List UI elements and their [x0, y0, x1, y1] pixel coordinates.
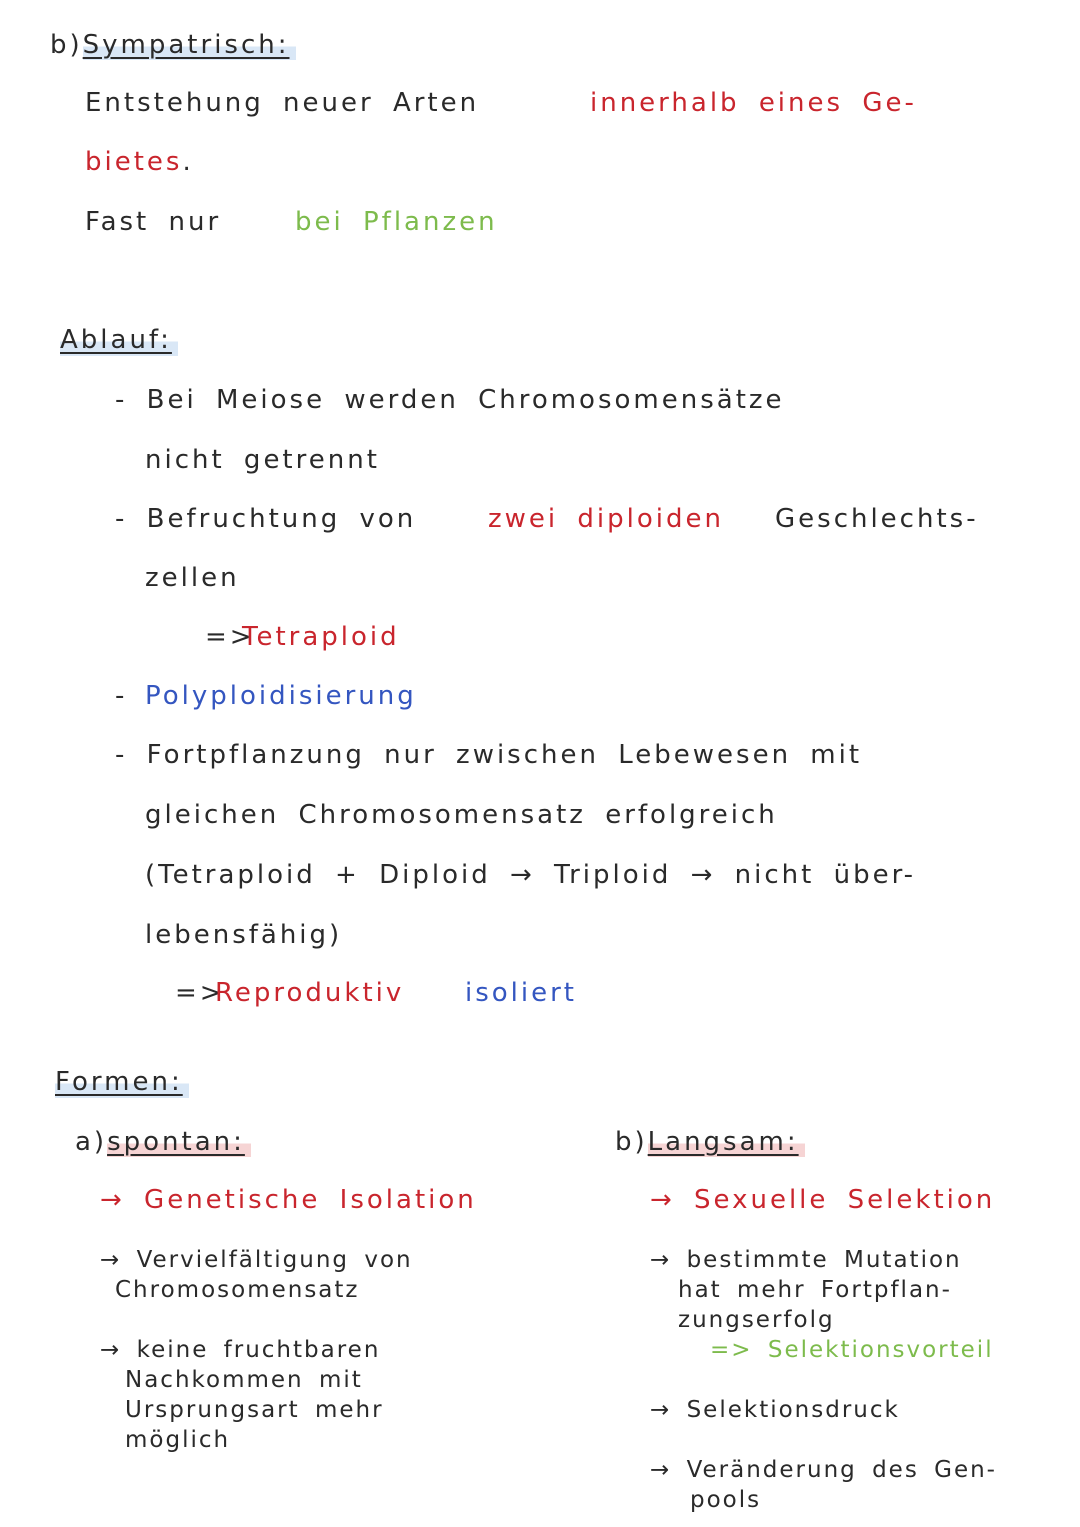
- spontan-point: möglich: [125, 1427, 231, 1453]
- result-isoliert: isoliert: [465, 978, 578, 1008]
- ablauf-befruchtung-d: zellen: [145, 563, 240, 593]
- definition-line-2a: bietes: [85, 147, 183, 177]
- langsam-point: hat mehr Fortpflan-: [678, 1277, 952, 1303]
- ablauf-meiose-line-2: nicht getrennt: [145, 445, 380, 475]
- definition-line-2: [85, 146, 194, 178]
- fortpflanzung-line-3: (Tetraploid + Diploid → Triploid → nicht über-: [145, 860, 916, 890]
- spontan-point: Nachkommen mit: [125, 1367, 363, 1393]
- spontan-headline: → Genetische Isolation: [100, 1185, 477, 1215]
- langsam-point: → Veränderung des Gen-: [650, 1457, 997, 1483]
- definition-line-1a: Entstehung neuer Arten: [85, 88, 480, 118]
- spontan-point: Chromosomensatz: [115, 1277, 360, 1303]
- definition-line-1b: innerhalb eines Ge-: [590, 88, 917, 118]
- fortpflanzung-line-1: - Fortpflanzung nur zwischen Lebewesen mit: [115, 740, 863, 770]
- definition-line-3a: Fast nur: [85, 207, 222, 237]
- ablauf-befruchtung-b: zwei diploiden: [488, 504, 724, 534]
- spontan-point: Ursprungsart mehr: [125, 1397, 384, 1423]
- langsam-point: → bestimmte Mutation: [650, 1247, 962, 1273]
- section-heading: [50, 29, 296, 61]
- selektionsvorteil: => Selektionsvorteil: [710, 1337, 994, 1363]
- section-title: Sympatrisch:: [83, 30, 296, 60]
- ablauf-title: Ablauf:: [60, 324, 178, 356]
- langsam-point: pools: [690, 1487, 762, 1513]
- langsam-point: → Selektionsdruck: [650, 1397, 900, 1423]
- langsam-headline: → Sexuelle Selektion: [650, 1185, 996, 1215]
- spontan-title: spontan:: [107, 1127, 251, 1157]
- result-arrow: =>: [175, 978, 225, 1008]
- section-prefix: b): [50, 30, 83, 60]
- ablauf-meiose-line-1: - Bei Meiose werden Chromosomensätze: [115, 385, 785, 415]
- fortpflanzung-line-2: gleichen Chromosomensatz erfolgreich: [145, 800, 778, 830]
- langsam-title: Langsam:: [648, 1127, 805, 1157]
- spontan-point: → keine fruchtbaren: [100, 1337, 381, 1363]
- ablauf-befruchtung-c: Geschlechts-: [775, 504, 979, 534]
- result-reproduktiv: Reproduktiv: [215, 978, 405, 1008]
- fortpflanzung-line-4: lebensfähig): [145, 920, 343, 950]
- polyploid-label: Polyploidisierung: [145, 681, 417, 711]
- langsam-prefix: b): [615, 1127, 648, 1157]
- definition-line-2b: .: [182, 147, 194, 177]
- polyploid-dash: -: [115, 681, 128, 711]
- tetraploid-label: Tetraploid: [242, 622, 400, 652]
- langsam-point: zungserfolg: [678, 1307, 835, 1333]
- spontan-prefix: a): [75, 1127, 108, 1157]
- spontan-heading: [75, 1126, 251, 1158]
- langsam-heading: [615, 1126, 805, 1158]
- tetraploid-arrow: =>: [205, 622, 255, 652]
- spontan-point: → Vervielfältigung von: [100, 1247, 413, 1273]
- ablauf-befruchtung-a: - Befruchtung von: [115, 504, 417, 534]
- formen-title: Formen:: [55, 1066, 189, 1098]
- definition-line-3b: bei Pflanzen: [295, 207, 498, 237]
